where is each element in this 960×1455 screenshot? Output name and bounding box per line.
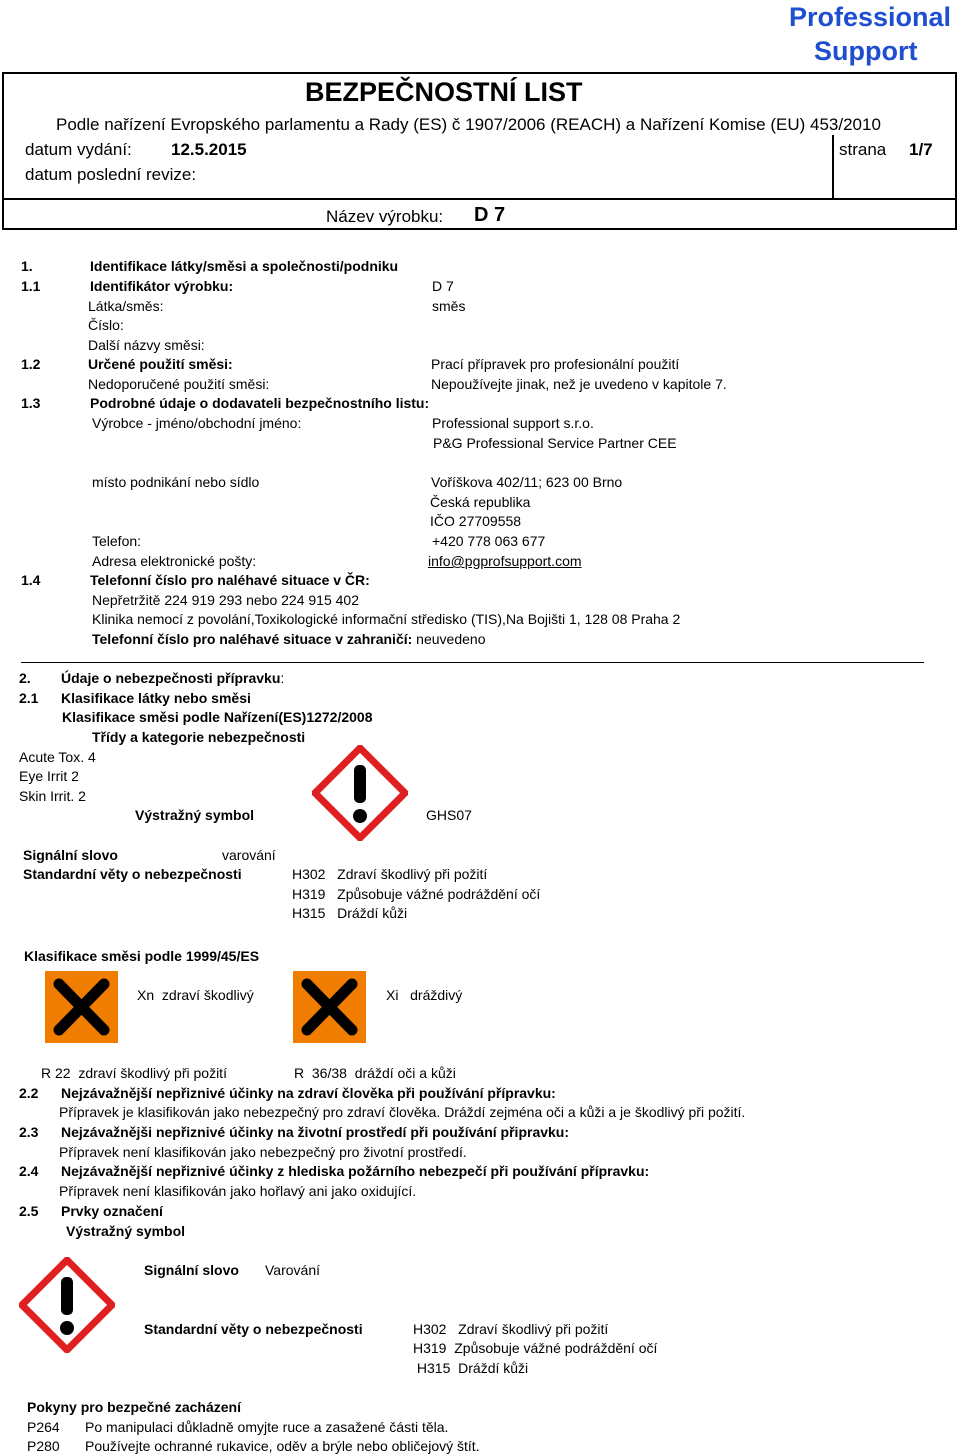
signal-word-value: varování bbox=[222, 847, 276, 863]
manufacturer-partner: P&G Professional Service Partner CEE bbox=[433, 435, 677, 451]
hazard-statement-h319: H319 Způsobuje vážné podráždění očí bbox=[292, 886, 541, 902]
section-2-number: 2. bbox=[19, 670, 31, 686]
section-2-3-title: Nejzávažnějši nepřiznivé účinky na životní prostředí při používání připravku: bbox=[61, 1124, 570, 1140]
phone-label: Telefon: bbox=[92, 533, 142, 549]
hazard-statement-h315: H315 Dráždí kůži bbox=[292, 905, 408, 921]
email-label: Adresa elektronické pošty: bbox=[92, 553, 257, 569]
section-1-title: Identifikace látky/směsi a společnosti/podniku bbox=[90, 258, 399, 274]
hazard-category-3: Skin Irrit. 2 bbox=[19, 788, 86, 804]
address-line1: Voříškova 402/11; 623 00 Brno bbox=[431, 474, 623, 490]
substance-mixture-label: Látka/směs: bbox=[88, 298, 164, 314]
page-label: strana bbox=[839, 140, 887, 159]
regulation-line: Podle nařízení Evropského parlamentu a Rady (ES) č 1907/2006 (REACH) a Nařízení Komise (EU) 453/2010 bbox=[56, 115, 881, 134]
page-number: 1/7 bbox=[909, 140, 933, 159]
uses-advised-against-value: Nepoužívejte jinak, než je uvedeno v kapitole 7. bbox=[431, 376, 727, 392]
section-1-2-title: Určené použití směsi: bbox=[88, 356, 233, 372]
product-identifier-value: D 7 bbox=[432, 278, 454, 294]
hazard-statement-h315-2: H315 Dráždí kůži bbox=[413, 1360, 529, 1376]
emergency-numbers: Nepřetržitě 224 919 293 nebo 224 915 402 bbox=[92, 592, 359, 608]
signal-word-label-2: Signální slovo bbox=[144, 1262, 239, 1278]
hazard-statements-label-2: Standardní věty o nebezpečnosti bbox=[144, 1321, 363, 1337]
product-name-label: Název výrobku: bbox=[326, 207, 444, 226]
manufacturer-label: Výrobce - jméno/obchodní jméno: bbox=[92, 415, 302, 431]
section-separator bbox=[21, 662, 924, 663]
section-2-title-line bbox=[61, 669, 284, 687]
section-1-3-number: 1.3 bbox=[21, 395, 41, 411]
header-divider-horizontal bbox=[2, 198, 957, 200]
uses-advised-against-label: Nedoporučené použití směsi: bbox=[88, 376, 270, 392]
precautionary-code-p264: P264 bbox=[27, 1419, 60, 1435]
email-link[interactable]: info@pgprofsupport.com bbox=[428, 553, 582, 569]
section-2-1-title: Klasifikace látky nebo směsi bbox=[61, 690, 251, 706]
signal-word-value-2: Varování bbox=[265, 1262, 320, 1278]
product-name-value: D 7 bbox=[474, 204, 506, 226]
xi-label: Xi dráždivý bbox=[386, 987, 463, 1003]
section-2-5-title: Prvky označení bbox=[61, 1203, 163, 1219]
brand-line1: Professional bbox=[789, 2, 952, 32]
xn-harmful-icon bbox=[45, 971, 118, 1043]
address-line2: Česká republika bbox=[430, 494, 531, 510]
classification-1999-title: Klasifikace směsi podle 1999/45/ES bbox=[24, 948, 260, 964]
precautionary-title: Pokyny pro bezpečné zacházení bbox=[27, 1399, 241, 1415]
section-1-1-title: Identifikátor výrobku: bbox=[90, 278, 234, 294]
foreign-emergency-label: Telefonní číslo pro naléhavé situace v zahraničí: bbox=[92, 631, 413, 647]
risk-phrase-r22: R 22 zdraví škodlivý při požití bbox=[41, 1065, 227, 1081]
hazard-category-2: Eye Irrit 2 bbox=[19, 768, 79, 784]
section-2-4-number: 2.4 bbox=[19, 1163, 39, 1179]
phone-value: +420 778 063 677 bbox=[432, 533, 546, 549]
hazard-statement-h302-2: H302 Zdraví škodlivý při požití bbox=[413, 1321, 609, 1337]
section-1-4-number: 1.4 bbox=[21, 572, 41, 588]
section-2-title-colon: : bbox=[280, 670, 285, 686]
risk-phrase-r3638: R 36/38 dráždí oči a kůži bbox=[294, 1065, 456, 1081]
section-2-1-number: 2.1 bbox=[19, 690, 39, 706]
precautionary-text-p264: Po manipulaci důkladně omyjte ruce a zasažené části těla. bbox=[85, 1419, 449, 1435]
classification-clp-title: Klasifikace směsi podle Nařízení(ES)1272/2008 bbox=[62, 709, 373, 725]
section-1-number: 1. bbox=[21, 258, 33, 274]
foreign-emergency-line bbox=[92, 630, 485, 648]
section-1-3-title: Podrobné údaje o dodavateli bezpečnostního listu: bbox=[90, 395, 430, 411]
xi-irritant-icon bbox=[293, 971, 366, 1043]
warning-symbol-label: Výstražný symbol bbox=[135, 807, 255, 823]
section-2-2-title: Nejzávažnější nepřiznivé účinky na zdraví člověka při používání přípravku: bbox=[61, 1085, 556, 1101]
issue-date-value: 12.5.2015 bbox=[171, 140, 247, 159]
warning-symbol-code: GHS07 bbox=[426, 807, 472, 823]
section-2-5-number: 2.5 bbox=[19, 1203, 39, 1219]
hazard-classes-title: Třídy a kategorie nebezpečnosti bbox=[92, 729, 306, 745]
section-2-2-text: Přípravek je klasifikován jako nebezpečný pro zdraví člověka. Dráždí zejména oči a kůži a je škodlivý při požití. bbox=[59, 1104, 746, 1120]
precautionary-text-p280: Používejte ochranné rukavice, oděv a brýle nebo obličejový štít. bbox=[85, 1438, 480, 1454]
header-divider-vertical bbox=[832, 135, 834, 199]
brand-line2: Support bbox=[814, 36, 918, 66]
section-2-3-text: Přípravek není klasifikován jako nebezpečný pro životní prostředí. bbox=[59, 1144, 467, 1160]
section-2-2-number: 2.2 bbox=[19, 1085, 39, 1101]
section-2-3-number: 2.3 bbox=[19, 1124, 39, 1140]
manufacturer-name: Professional support s.r.o. bbox=[432, 415, 594, 431]
hazard-statement-h302: H302 Zdraví škodlivý při požití bbox=[292, 866, 488, 882]
number-label: Číslo: bbox=[88, 317, 124, 333]
section-2-4-text: Přípravek není klasifikován jako hořlavý ani jako oxidující. bbox=[59, 1183, 417, 1199]
ghs07-exclamation-icon bbox=[19, 1257, 115, 1353]
xn-label: Xn zdraví škodlivý bbox=[137, 987, 254, 1003]
substance-mixture-value: směs bbox=[432, 298, 466, 314]
issue-date-label: datum vydání: bbox=[25, 140, 132, 159]
section-1-4-title: Telefonní číslo pro naléhavé situace v ČR: bbox=[90, 572, 370, 588]
signal-word-label: Signální slovo bbox=[23, 847, 118, 863]
emergency-clinic: Klinika nemocí z povolání,Toxikologické informační středisko (TIS),Na Bojišti 1, 128 08 Praha 2 bbox=[92, 611, 681, 627]
registered-office-label: místo podnikání nebo sídlo bbox=[92, 474, 260, 490]
revision-date-label: datum poslední revize: bbox=[25, 165, 197, 184]
intended-use-value: Prací přípravek pro profesionální použití bbox=[431, 356, 680, 372]
ghs07-exclamation-icon bbox=[312, 745, 408, 841]
hazard-statement-h319-2: H319 Způsobuje vážné podráždění očí bbox=[413, 1340, 658, 1356]
document-title: BEZPEČNOSTNÍ LIST bbox=[305, 77, 583, 107]
hazard-category-1: Acute Tox. 4 bbox=[19, 749, 96, 765]
company-id: IČO 27709558 bbox=[430, 513, 522, 529]
label-elements-symbol-title: Výstražný symbol bbox=[66, 1223, 186, 1239]
section-2-4-title: Nejzávažnější nepřiznivé účinky z hlediska požárního nebezpečí při používání přípravku: bbox=[61, 1163, 650, 1179]
section-2-title: Údaje o nebezpečnosti přípravku bbox=[61, 670, 281, 686]
precautionary-code-p280: P280 bbox=[27, 1438, 60, 1454]
section-1-2-number: 1.2 bbox=[21, 356, 41, 372]
hazard-statements-label: Standardní věty o nebezpečnosti bbox=[23, 866, 242, 882]
foreign-emergency-value: neuvedeno bbox=[412, 631, 486, 647]
section-1-1-number: 1.1 bbox=[21, 278, 41, 294]
other-names-label: Další názvy směsi: bbox=[88, 337, 205, 353]
